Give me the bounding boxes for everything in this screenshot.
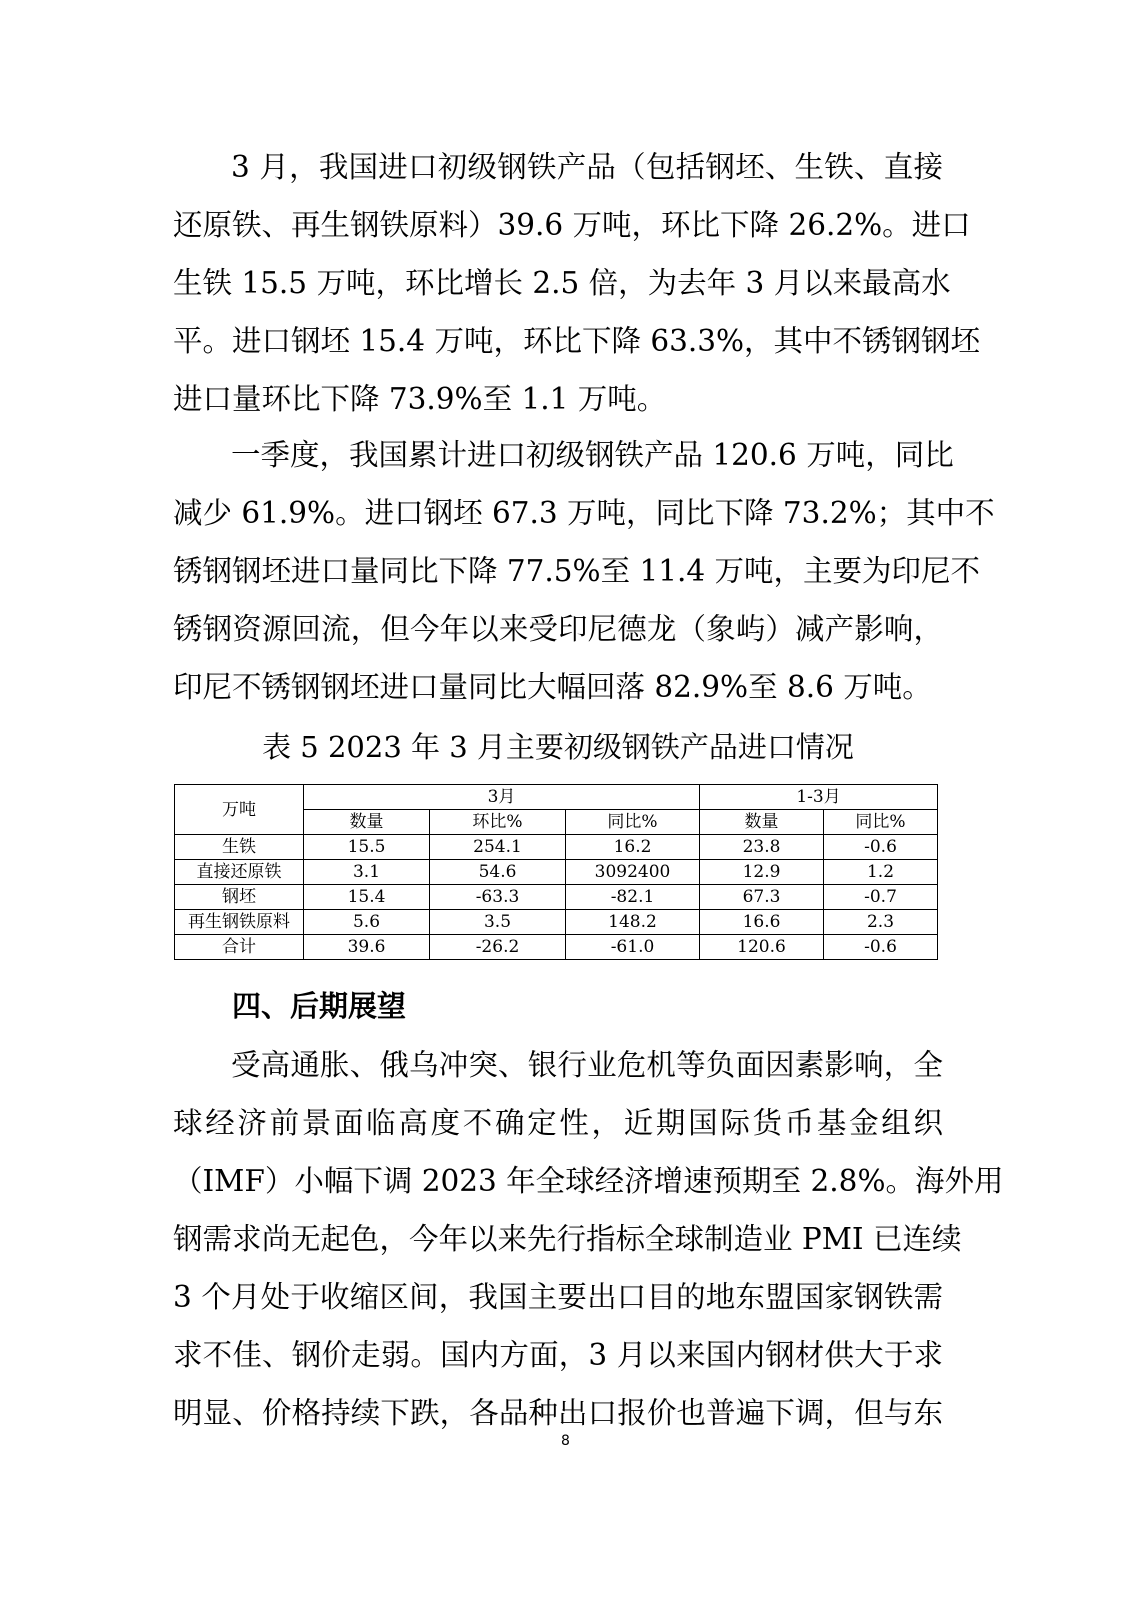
text-line: 平。进口钢坯 15.4 万吨，环比下降 63.3%，其中不锈钢钢坯 bbox=[173, 324, 981, 358]
table-cell: 16.2 bbox=[566, 835, 700, 860]
paragraph-march-imports bbox=[173, 138, 981, 428]
text-line: （IMF）小幅下调 2023 年全球经济增速预期至 2.8%。海外用 bbox=[173, 1164, 1004, 1198]
table-caption: 表 5 2023 年 3 月主要初级钢铁产品进口情况 bbox=[262, 730, 854, 764]
row-label: 再生钢铁原料 bbox=[175, 910, 304, 935]
table-cell: -82.1 bbox=[566, 885, 700, 910]
text-line: 锈钢钢坯进口量同比下降 77.5%至 11.4 万吨，主要为印尼不 bbox=[173, 554, 981, 588]
paragraph-outlook bbox=[173, 1036, 1004, 1442]
section-heading: 四、后期展望 bbox=[232, 989, 407, 1023]
table-cell: -0.6 bbox=[824, 835, 938, 860]
column-header: 环比% bbox=[430, 810, 566, 835]
column-header: 数量 bbox=[700, 810, 824, 835]
text-line: 锈钢资源回流，但今年以来受印尼德龙（象屿）减产影响， bbox=[173, 612, 943, 646]
table-cell: 67.3 bbox=[700, 885, 824, 910]
text-line: 还原铁、再生钢铁原料）39.6 万吨，环比下降 26.2%。进口 bbox=[173, 208, 971, 242]
table-cell: 12.9 bbox=[700, 860, 824, 885]
unit-header: 万吨 bbox=[175, 785, 304, 835]
table-cell: 1.2 bbox=[824, 860, 938, 885]
table-cell: -26.2 bbox=[430, 935, 566, 960]
table-cell: 15.5 bbox=[304, 835, 430, 860]
text-line: 求不佳、钢价走弱。国内方面，3 月以来国内钢材供大于求 bbox=[173, 1338, 943, 1372]
row-label: 生铁 bbox=[175, 835, 304, 860]
row-label: 直接还原铁 bbox=[175, 860, 304, 885]
table-row-total bbox=[175, 935, 938, 960]
page-number: 8 bbox=[561, 1433, 570, 1449]
table-cell: 148.2 bbox=[566, 910, 700, 935]
table-cell: 120.6 bbox=[700, 935, 824, 960]
table-cell: 3092400 bbox=[566, 860, 700, 885]
text-line: 3 月，我国进口初级钢铁产品（包括钢坯、生铁、直接 bbox=[231, 150, 943, 184]
table-cell: 5.6 bbox=[304, 910, 430, 935]
text-line: 球经济前景面临高度不确定性，近期国际货币基金组织 bbox=[173, 1106, 943, 1140]
column-header: 数量 bbox=[304, 810, 430, 835]
table-header-row bbox=[175, 785, 938, 810]
table-row bbox=[175, 835, 938, 860]
table-cell: 54.6 bbox=[430, 860, 566, 885]
table-row bbox=[175, 885, 938, 910]
text-line: 明显、价格持续下跌，各品种出口报价也普遍下调，但与东 bbox=[173, 1396, 943, 1430]
table-cell: 3.5 bbox=[430, 910, 566, 935]
table-row bbox=[175, 910, 938, 935]
table-row bbox=[175, 860, 938, 885]
table-cell: -0.6 bbox=[824, 935, 938, 960]
text-line: 3 个月处于收缩区间，我国主要出口目的地东盟国家钢铁需 bbox=[173, 1280, 943, 1314]
table-cell: -0.7 bbox=[824, 885, 938, 910]
table-cell: 2.3 bbox=[824, 910, 938, 935]
table-cell: 254.1 bbox=[430, 835, 566, 860]
imports-table bbox=[174, 784, 938, 960]
table-cell: 23.8 bbox=[700, 835, 824, 860]
text-line: 受高通胀、俄乌冲突、银行业危机等负面因素影响，全 bbox=[231, 1048, 943, 1082]
table-cell: 15.4 bbox=[304, 885, 430, 910]
text-line: 印尼不锈钢钢坯进口量同比大幅回落 82.9%至 8.6 万吨。 bbox=[173, 670, 932, 704]
text-line: 钢需求尚无起色，今年以来先行指标全球制造业 PMI 已连续 bbox=[173, 1222, 962, 1256]
table-cell: -61.0 bbox=[566, 935, 700, 960]
column-header: 同比% bbox=[566, 810, 700, 835]
group-header-march: 3月 bbox=[304, 785, 700, 810]
table-cell: -63.3 bbox=[430, 885, 566, 910]
column-header: 同比% bbox=[824, 810, 938, 835]
group-header-q1: 1-3月 bbox=[700, 785, 938, 810]
text-line: 一季度，我国累计进口初级钢铁产品 120.6 万吨，同比 bbox=[231, 438, 954, 472]
text-line: 生铁 15.5 万吨，环比增长 2.5 倍，为去年 3 月以来最高水 bbox=[173, 266, 951, 300]
table-cell: 39.6 bbox=[304, 935, 430, 960]
row-label: 合计 bbox=[175, 935, 304, 960]
text-line: 减少 61.9%。进口钢坯 67.3 万吨，同比下降 73.2%；其中不 bbox=[173, 496, 995, 530]
table-cell: 3.1 bbox=[304, 860, 430, 885]
text-line: 进口量环比下降 73.9%至 1.1 万吨。 bbox=[173, 382, 667, 416]
table-cell: 16.6 bbox=[700, 910, 824, 935]
paragraph-q1-imports bbox=[173, 426, 995, 716]
row-label: 钢坯 bbox=[175, 885, 304, 910]
